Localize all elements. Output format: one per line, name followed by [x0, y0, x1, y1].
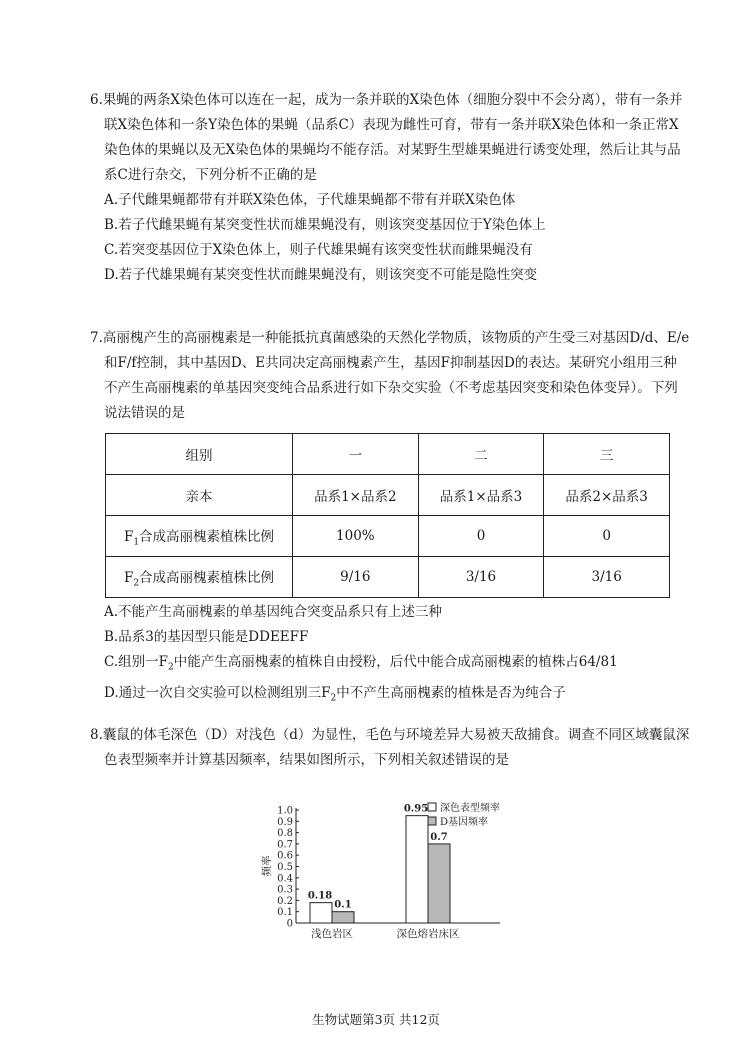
question-6-stem: 6.果蝇的两条X染色体可以连在一起，成为一条并联的X染色体（细胞分裂中不会分离），带有一条并联X染色体和一条Y染色体的果蝇（品系C）表现为雌性可育，带有一条并联X染色体和一条正常X染色体的果蝇以及无X染色体的果蝇均不能存活。对某野生型雄果蝇进行诱变处理，然后让其与品系C进行杂交，下列分析不正确的是	[90, 92, 683, 183]
y-tick-label: 0.4	[277, 873, 293, 885]
question-7-option-d: D.通过一次自交实验可以检测组别三$F_2$中不产生高丽槐素的植株是否为纯合子	[104, 684, 566, 704]
y-tick-label: 0	[286, 918, 293, 930]
table-row	[106, 434, 670, 475]
question-6	[90, 88, 690, 288]
y-tick-label: 0.2	[277, 895, 293, 907]
table-header-cell: 一	[293, 434, 419, 475]
y-tick-label: 1.0	[277, 805, 293, 817]
question-7	[90, 326, 690, 426]
question-6-option-d: D.若子代雄果蝇有某突变性状而雌果蝇没有，则该突变不可能是隐性突变	[104, 267, 538, 283]
question-8	[90, 723, 690, 773]
y-tick-label: 0.5	[277, 862, 293, 873]
question-7-options	[90, 600, 710, 711]
question-6-option-c: C.若突变基因位于X染色体上，则子代雄果蝇有该突变性状而雌果蝇没有	[104, 242, 533, 258]
table-cell: 100%	[293, 516, 419, 557]
question-6-option-b: B.若子代雌果蝇有某突变性状而雄果蝇没有，则该突变基因位于Y染色体上	[104, 217, 546, 233]
table-row	[106, 516, 670, 557]
x-tick-label: 深色熔岩床区	[396, 928, 460, 940]
table-cell: 3/16	[418, 557, 544, 598]
bar	[406, 816, 428, 923]
question-7-option-a: A.不能产生高丽槐素的单基因纯合突变品系只有上述三种	[104, 604, 443, 620]
y-tick-label: 0.7	[277, 839, 293, 851]
table-cell: 3/16	[544, 557, 670, 598]
cross-table	[105, 433, 670, 598]
table-header-cell: 组别	[106, 434, 293, 475]
question-8-stem: 8.囊鼠的体毛深色（D）对浅色（d）为显性，毛色与环境差异大易被天敌捕食。调查不同区域囊鼠深色表型频率并计算基因频率，结果如图所示，下列相关叙述错误的是	[90, 727, 690, 768]
data-label: 0.7	[430, 831, 448, 843]
table-header-cell: 三	[544, 434, 670, 475]
data-label: 0.1	[334, 899, 352, 911]
page-footer: 生物试题第3页 共12页	[312, 1012, 440, 1027]
bar	[310, 903, 332, 923]
legend-swatch	[428, 817, 436, 825]
table-header-cell: 二	[418, 434, 544, 475]
frequency-bar-chart	[250, 798, 510, 948]
data-label: 0.18	[307, 890, 333, 902]
legend-label: 深色表型频率	[440, 803, 500, 814]
y-tick-label: 0.6	[277, 850, 293, 862]
y-tick-label: 0.3	[277, 884, 293, 896]
table-cell: 9/16	[293, 557, 419, 598]
data-label: 0.95	[403, 803, 429, 815]
table-cell: 0	[418, 516, 544, 557]
table-row-label: 亲本	[106, 475, 293, 516]
legend-swatch	[428, 803, 436, 811]
table-row	[106, 475, 670, 516]
y-tick-label: 0.8	[277, 828, 293, 840]
table-cell: 0	[544, 516, 670, 557]
table-row-label: $F_2$合成高丽槐素植株比例	[106, 557, 293, 598]
question-6-option-a: A.子代雌果蝇都带有并联X染色体，子代雄果蝇都不带有并联X染色体	[104, 192, 516, 208]
y-tick-label: 0.9	[277, 816, 293, 828]
y-tick-label: 0.1	[277, 907, 293, 919]
y-axis-label: 频率	[261, 855, 273, 877]
x-tick-label: 浅色岩区	[311, 928, 353, 940]
question-7-stem: 7.高丽槐产生的高丽槐素是一种能抵抗真菌感染的天然化学物质，该物质的产生受三对基因D/d、E/e和F/f控制，其中基因D、E共同决定高丽槐素产生，基因F抑制基因D的表达。某研究小组用三种不产生高丽槐素的单基因突变纯合品系进行如下杂交实验（不考虑基因突变和染色体变异）。下列说法错误的是	[90, 330, 690, 421]
bar	[428, 844, 450, 923]
question-7-option-b: B.品系3的基因型只能是DDEEFF	[104, 629, 309, 645]
table-cell: 品系1×品系2	[293, 475, 419, 516]
table-row-label: $F_1$合成高丽槐素植株比例	[106, 516, 293, 557]
table-cell: 品系2×品系3	[544, 475, 670, 516]
table-row	[106, 557, 670, 598]
legend-label: D基因频率	[440, 817, 489, 828]
bar	[332, 912, 354, 923]
question-7-option-c: C.组别一$F_2$中能产生高丽槐素的植株自由授粉，后代中能合成高丽槐素的植株占64/81	[104, 654, 618, 673]
table-cell: 品系1×品系3	[418, 475, 544, 516]
